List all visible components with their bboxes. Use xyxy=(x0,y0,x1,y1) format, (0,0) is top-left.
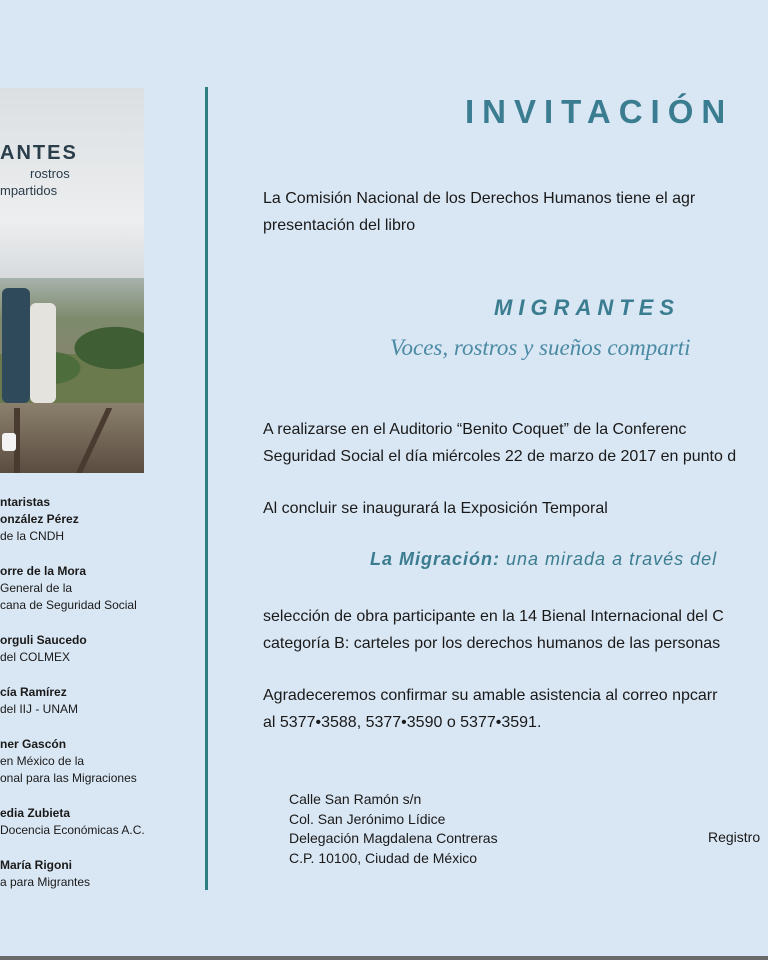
address-line-2: Col. San Jerónimo Lídice xyxy=(289,810,446,827)
panelist-role: de la CNDH xyxy=(0,529,65,543)
panelist-item xyxy=(0,563,200,614)
book-cover-image xyxy=(0,88,144,473)
panelist-name: orguli Saucedo xyxy=(0,633,87,647)
address-line-1: Calle San Ramón s/n xyxy=(289,791,422,807)
cover-subtitle-2: mpartidos xyxy=(0,183,58,198)
book-subtitle: Voces, rostros y sueños comparti xyxy=(390,335,691,360)
panelist-item xyxy=(0,684,200,718)
panelist-name: cía Ramírez xyxy=(0,685,67,699)
panelists-list xyxy=(0,494,200,909)
panelist-item xyxy=(0,632,200,666)
panelist-role: a para Migrantes xyxy=(0,875,91,889)
panelist-name: María Rigoni xyxy=(0,858,73,872)
venue-address xyxy=(289,790,498,868)
panelist-role: en México de la xyxy=(0,754,85,768)
address-line-3: Delegación Magdalena Contreras xyxy=(289,830,498,846)
publisher-logo xyxy=(2,433,16,451)
cover-person-2 xyxy=(30,303,56,403)
panelist-item xyxy=(0,511,200,545)
selection-paragraph xyxy=(263,604,724,657)
intro-line-1: La Comisión Nacional de los Derechos Humanos tiene el agr xyxy=(263,190,696,207)
registro-label: Registro xyxy=(708,829,761,845)
cover-person-1 xyxy=(2,288,30,403)
panelist-name: ner Gascón xyxy=(0,737,67,751)
invitation-title: INVITACIÓN xyxy=(465,93,734,130)
vertical-divider xyxy=(205,87,208,890)
panelist-item xyxy=(0,805,200,839)
panelist-role: del IIJ - UNAM xyxy=(0,702,79,716)
rsvp-line-1: Agradeceremos confirmar su amable asistencia al correo npcarr xyxy=(263,687,718,704)
panelist-name: onzález Pérez xyxy=(0,512,79,526)
panelist-role: del COLMEX xyxy=(0,650,71,664)
panelist-item xyxy=(0,857,200,891)
cover-title: ANTES xyxy=(0,142,78,164)
address-line-4: C.P. 10100, Ciudad de México xyxy=(289,849,478,866)
panel-heading-text: ntaristas xyxy=(0,495,51,509)
venue-line-2: Seguridad Social el día miércoles 22 de marzo de 2017 en punto d xyxy=(263,447,737,465)
venue-line-1: A realizarse en el Auditorio “Benito Coquet” de la Conferenc xyxy=(263,421,687,438)
panel-heading xyxy=(0,494,200,511)
exhibit-title xyxy=(370,549,717,570)
intro-paragraph xyxy=(263,186,695,239)
bottom-border xyxy=(0,956,768,960)
panelist-name: edia Zubieta xyxy=(0,806,71,820)
cover-ground xyxy=(0,403,144,473)
panelist-role: General de la xyxy=(0,581,73,595)
panelist-role-2: onal para las Migraciones xyxy=(0,771,137,785)
venue-paragraph xyxy=(263,417,736,470)
panelist-role: Docencia Económicas A.C. xyxy=(0,823,145,837)
cover-subtitle-1: rostros xyxy=(30,166,70,181)
selection-line-1: selección de obra participante en la 14 Bienal Internacional del C xyxy=(263,608,724,625)
exhibit-intro: Al concluir se inaugurará la Exposición Temporal xyxy=(263,500,608,517)
exhibit-title-rest: una mirada a través del xyxy=(500,549,718,569)
rsvp-line-2: al 5377•3588, 5377•3590 o 5377•3591. xyxy=(263,713,542,731)
exhibit-title-bold: La Migración: xyxy=(370,549,501,569)
left-column xyxy=(0,0,200,960)
intro-line-2: presentación del libro xyxy=(263,216,416,234)
rsvp-paragraph xyxy=(263,683,717,736)
panelist-role-2: cana de Seguridad Social xyxy=(0,598,137,612)
panelist-name: orre de la Mora xyxy=(0,564,87,578)
panelist-item xyxy=(0,736,200,787)
selection-line-2: categoría B: carteles por los derechos humanos de las personas xyxy=(263,634,721,652)
book-title: MIGRANTES xyxy=(494,295,680,320)
